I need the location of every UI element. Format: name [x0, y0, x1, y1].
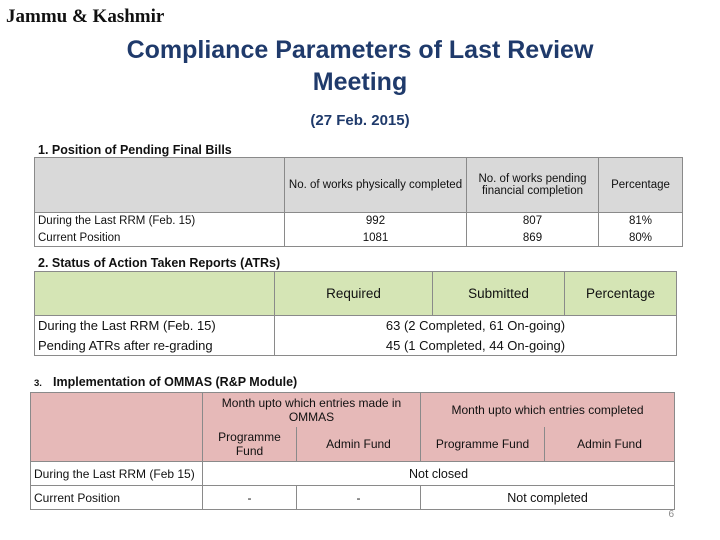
- atr-value: 45 (1 Completed, 44 On-going): [275, 336, 677, 356]
- table-header-row: [35, 158, 683, 213]
- subheader-programme-fund: Programme Fund: [421, 427, 545, 462]
- header-pending-completion: No. of works pending financial completion: [467, 158, 599, 213]
- row-label: During the Last RRM (Feb. 15): [35, 316, 275, 336]
- page-title-line2: Meeting: [312, 68, 408, 96]
- pending-value: 869: [467, 230, 599, 247]
- section3-heading: Implementation of OMMAS (R&P Module): [53, 375, 298, 389]
- pending-bills-table: [34, 157, 683, 247]
- header-submitted: Submitted: [433, 272, 565, 316]
- table-row: [35, 336, 677, 356]
- physically-completed-value: 992: [285, 213, 467, 230]
- table-row: [35, 230, 683, 247]
- atr-status-table: [34, 271, 677, 356]
- subheader-admin-fund: Admin Fund: [545, 427, 675, 462]
- page-number: 6: [668, 509, 674, 520]
- header-percentage: Percentage: [565, 272, 677, 316]
- row-label: Current Position: [35, 230, 285, 247]
- header-blank: [35, 158, 285, 213]
- header-physically-completed: No. of works physically completed: [285, 158, 467, 213]
- row-label: Current Position: [31, 486, 203, 510]
- percentage-value: 81%: [599, 213, 683, 230]
- header-blank: [35, 272, 275, 316]
- percentage-value: 80%: [599, 230, 683, 247]
- header-entries-made: Month upto which entries made in OMMAS: [203, 393, 421, 427]
- header-required: Required: [275, 272, 433, 316]
- section3-number: 3.: [34, 378, 42, 389]
- row-label: Pending ATRs after re-grading: [35, 336, 275, 356]
- page-title-line1: Compliance Parameters of Last Review: [126, 36, 594, 64]
- table-header-row: [31, 393, 675, 427]
- section2-heading: 2. Status of Action Taken Reports (ATRs): [38, 256, 281, 270]
- atr-value: 63 (2 Completed, 61 On-going): [275, 316, 677, 336]
- table-header-row: [35, 272, 677, 316]
- admin-fund-value: -: [297, 486, 421, 510]
- programme-fund-value: -: [203, 486, 297, 510]
- subheader-admin-fund: Admin Fund: [297, 427, 421, 462]
- ommas-table: [30, 392, 675, 510]
- row-label: During the Last RRM (Feb 15): [31, 462, 203, 486]
- table-row: [35, 213, 683, 230]
- physically-completed-value: 1081: [285, 230, 467, 247]
- table-row: [31, 462, 675, 486]
- subheader-programme-fund: Programme Fund: [203, 427, 297, 462]
- header-entries-completed: Month upto which entries completed: [421, 393, 675, 427]
- header-blank: [31, 393, 203, 462]
- completed-value: Not completed: [421, 486, 675, 510]
- row-label: During the Last RRM (Feb. 15): [35, 213, 285, 230]
- meeting-date: (27 Feb. 2015): [310, 112, 410, 129]
- table-row: [31, 486, 675, 510]
- table-row: [35, 316, 677, 336]
- pending-value: 807: [467, 213, 599, 230]
- status-value: Not closed: [203, 462, 675, 486]
- section1-heading: 1. Position of Pending Final Bills: [38, 143, 232, 157]
- header-percentage: Percentage: [599, 158, 683, 213]
- state-name: Jammu & Kashmir: [6, 6, 165, 27]
